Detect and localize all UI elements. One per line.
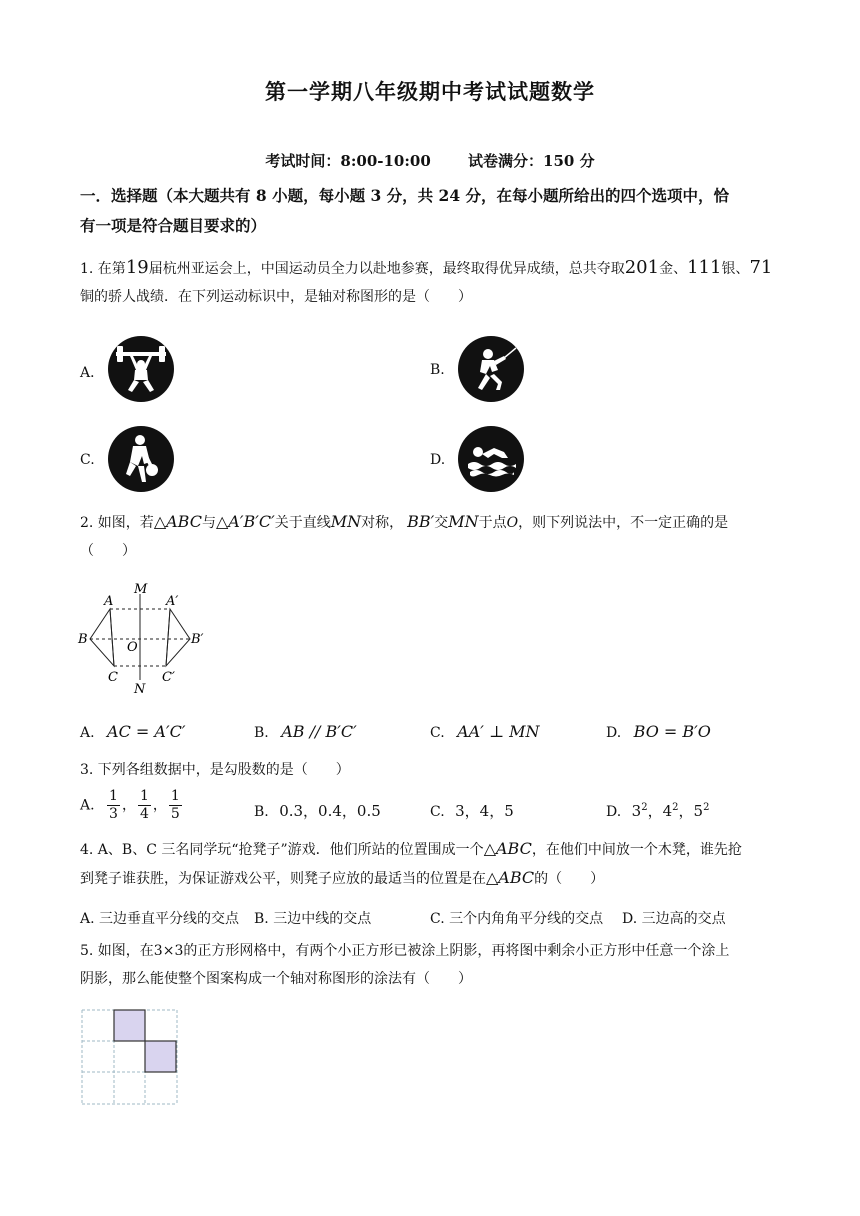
- q4-triangle-abc: △ABC: [483, 839, 532, 858]
- q3-option-d-label: D.: [606, 804, 622, 820]
- q2-option-c: [430, 722, 539, 741]
- q1-line1: [80, 254, 785, 283]
- label-n: N: [134, 682, 146, 697]
- q4-text-1: 4. A、B、C 三名同学玩“抢凳子”游戏．他们所站的位置围成一个: [80, 842, 484, 858]
- basketball-icon: [108, 426, 174, 492]
- q2-text-1: 2. 如图，若: [80, 515, 154, 531]
- q3-fraction-1-den: 3: [109, 806, 118, 822]
- q2-line1: [80, 508, 785, 537]
- q2-symmetry-figure: [76, 580, 216, 698]
- q2-text-4: 对称，: [361, 515, 404, 531]
- q1-option-a-label: A．: [80, 365, 105, 381]
- question-3: 3. 下列各组数据中，是勾股数的是（ ）: [80, 762, 350, 778]
- q3-option-c-values: 3，4，5: [455, 802, 514, 820]
- q2-text-3: 关于直线: [274, 515, 331, 531]
- page-title: 第一学期八年级期中考试试题数学: [265, 79, 595, 104]
- q1-line2: 铜的骄人战绩．在下列运动标识中，是轴对称图形的是（ ）: [80, 289, 472, 305]
- q3-option-c-label: C.: [430, 804, 445, 820]
- q4-text-3: 到凳子谁获胜，为保证游戏公平，则凳子应放的最适当的位置是在: [80, 871, 486, 887]
- q4-option-a: A. 三边垂直平分线的交点: [80, 911, 240, 927]
- q3-d-base-4: 4: [662, 802, 673, 820]
- q4-text-4: 的（ ）: [534, 871, 605, 887]
- q2-text-5: 交: [434, 515, 449, 531]
- q2-option-d: [606, 722, 711, 741]
- q3-fraction-2-num: 1: [139, 788, 149, 804]
- q4-triangle-abc-2: △ABC: [486, 868, 535, 887]
- q3-option-d: [606, 800, 709, 821]
- q3-d-exp-3: 2: [703, 802, 710, 813]
- q5-line2: 阴影，那么能使整个图案构成一个轴对称图形的涂法有（ ）: [80, 971, 472, 987]
- q2-triangle-abc: △ABC: [153, 512, 202, 531]
- q5-grid-figure: [80, 1008, 180, 1108]
- q2-option-b: [254, 722, 357, 741]
- q2-text-6: 于点: [478, 515, 507, 531]
- q1-number-19: 19: [125, 257, 149, 278]
- q2-option-b-expr: AB // B′C′: [281, 722, 357, 741]
- q3-fraction-1: [107, 788, 120, 823]
- fencing-icon: [458, 336, 524, 402]
- exam-info: [0, 150, 860, 171]
- label-a-prime: A′: [166, 594, 179, 609]
- q1-number-71: 71: [749, 257, 773, 278]
- question-4: [80, 835, 785, 893]
- q3-fraction-3: [169, 788, 182, 823]
- q1-number-111: 111: [687, 257, 722, 278]
- q1-text-3: 金、: [659, 261, 688, 277]
- section-heading-line1: 一．选择题（本大题共有 8 小题，每小题 3 分，共 24 分，在每小题所给出的四个选项中，恰: [80, 186, 730, 205]
- q4-line2: [80, 864, 785, 893]
- q1-text-4: 银、: [721, 261, 750, 277]
- q3-fraction-3-num: 1: [170, 788, 180, 804]
- q3-option-a-label: A.: [80, 797, 95, 814]
- label-c-prime: C′: [162, 670, 175, 685]
- q4-option-d: D. 三边高的交点: [622, 911, 726, 927]
- q4-text-2: ，在他们中间放一个木凳，谁先抢: [531, 842, 742, 858]
- q3-fraction-2-den: 4: [139, 806, 149, 822]
- q2-option-a: [80, 722, 185, 741]
- question-5: [80, 937, 785, 993]
- q2-point-o: O: [506, 515, 519, 531]
- shaded-square-1: [114, 1010, 145, 1041]
- q2-option-d-expr: BO = B′O: [633, 722, 711, 741]
- q1-text-2: 届杭州亚运会上，中国运动员全力以赴地参赛，最终取得优异成绩，总共夺取: [148, 261, 625, 277]
- weightlifting-icon: [108, 336, 174, 402]
- q3-d-exp-2: 2: [672, 802, 679, 813]
- label-m: M: [134, 582, 148, 597]
- q2-text-7: ，则下列说法中，不一定正确的是: [518, 515, 729, 531]
- q2-option-a-expr: AC = A′C′: [107, 722, 186, 741]
- q3-option-c: [430, 800, 514, 821]
- q2-option-c-label: C.: [430, 725, 445, 741]
- q1-option-d-label: D.: [430, 452, 446, 468]
- exam-time: 考试时间：8:00-10:00: [265, 152, 431, 170]
- q3-option-b-values: 0.3，0.4，0.5: [279, 802, 381, 820]
- q1-option-c-label: C.: [80, 452, 95, 468]
- q3-fraction-3-den: 5: [170, 806, 180, 822]
- q2-line-mn: MN: [330, 512, 362, 531]
- q4-option-b: B. 三边中线的交点: [254, 911, 372, 927]
- q2-option-c-expr: AA′ ⊥ MN: [457, 722, 540, 741]
- q3-d-exp-1: 2: [641, 802, 648, 813]
- q3-fraction-2: [138, 788, 151, 823]
- q3-option-d-values: $3^2$，$4^2$，$5^2$: [631, 802, 710, 820]
- label-o: O: [127, 640, 138, 655]
- q3-d-base-3: 3: [631, 802, 642, 820]
- label-c: C: [108, 670, 118, 685]
- q3-option-b: [254, 800, 381, 821]
- q2-option-d-label: D.: [606, 725, 622, 741]
- q5-line1: 5. 如图，在3×3的正方形网格中，有两个小正方形已被涂上阴影，再将图中剩余小正方形中任意一个涂上: [80, 943, 730, 959]
- q2-line-mn-2: MN: [448, 512, 479, 531]
- q3-fraction-1-num: 1: [109, 788, 118, 804]
- q3-option-a: A. $\frac{1}{3}$ ， $\frac{1}{4}$ ， $\frac{1}{5}$: [80, 788, 180, 822]
- q2-triangle-a2b2c2: △A′B′C′: [215, 512, 275, 531]
- q3-option-b-label: B.: [254, 804, 269, 820]
- section-heading-line2: 有一项是符合题目要求的）: [80, 216, 267, 235]
- q2-text-2: 与: [201, 515, 216, 531]
- q2-option-a-label: A.: [80, 725, 95, 741]
- q2-line2: （ ）: [80, 543, 136, 559]
- label-b-prime: B′: [191, 632, 204, 647]
- shaded-square-2: [145, 1041, 176, 1072]
- question-2: [80, 508, 785, 565]
- q2-option-b-label: B.: [254, 725, 269, 741]
- q4-line1: [80, 835, 785, 864]
- q3-d-base-5: 5: [693, 802, 704, 820]
- q1-text-1: 1. 在第: [80, 261, 126, 277]
- q1-number-201: 201: [624, 257, 660, 278]
- question-1: [80, 254, 785, 311]
- q2-segment-bb: BB′: [407, 512, 435, 531]
- label-b: B: [78, 632, 88, 647]
- label-a: A: [104, 594, 114, 609]
- section-heading: [80, 181, 785, 241]
- full-score: 试卷满分：150 分: [468, 152, 595, 170]
- swimming-icon: [458, 426, 524, 492]
- q1-option-b-label: B.: [430, 362, 445, 378]
- q4-option-c: C. 三个内角角平分线的交点: [430, 911, 604, 927]
